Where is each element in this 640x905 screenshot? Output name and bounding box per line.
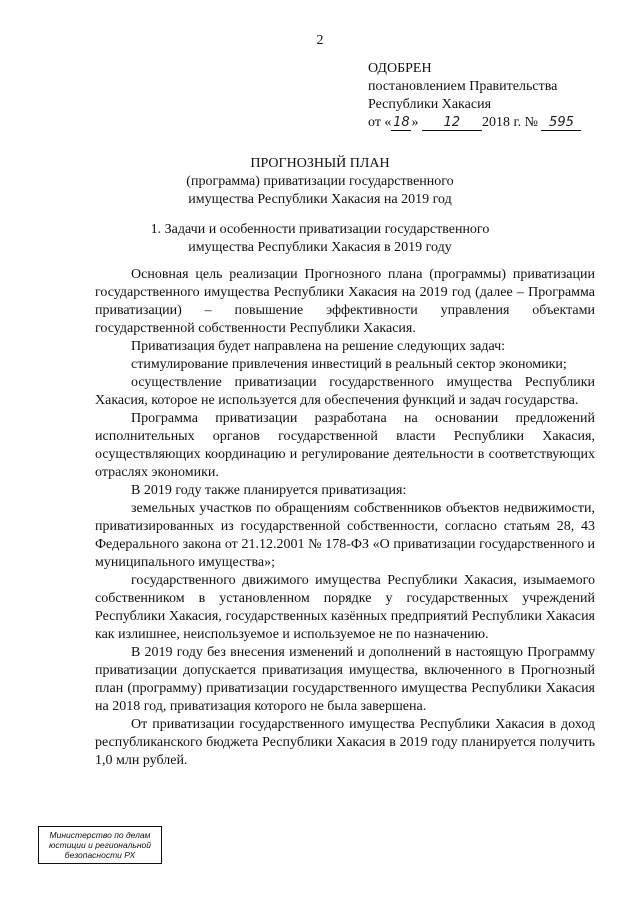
paragraph: От приватизации государственного имущества Республики Хакасия в доход республиканского бюджета Республики Хакасия в 2019 году планируется получить 1,0 млн рублей.: [95, 717, 595, 768]
section-heading: [0, 221, 640, 257]
date-day: 18: [393, 115, 410, 130]
date-month: 12: [422, 115, 482, 131]
body-text: [95, 266, 595, 770]
title-line: (программа) приватизации государственного: [186, 174, 454, 189]
ministry-stamp: [38, 826, 162, 864]
paragraph: В 2019 году без внесения изменений и дополнений в настоящую Программу приватизации допускается приватизация имущества, включенного в Прогнозный план (программу) приватизации государственного имущества Республики Хакасия на 2018 год, приватизация которого не была завершена.: [95, 645, 595, 714]
paragraph: Программа приватизации разработана на основании предложений исполнительных органов государственной власти Республики Хакасия, осуществляющих координацию и регулирование деятельности в соответствующих отраслях экономики.: [95, 411, 595, 480]
date-year: 2018 г. №: [481, 115, 538, 130]
section-heading-line: имущества Республики Хакасия в 2019 году: [188, 240, 452, 255]
paragraph: Основная цель реализации Прогнозного плана (программы) приватизации государственного имущества Республики Хакасия на 2019 год (далее – Программа приватизации) – повышение эффективности управления объектами государственной собственности Республики Хакасия.: [95, 267, 595, 336]
stamp-line: юстиции и региональной: [48, 840, 152, 850]
approval-block: [368, 60, 618, 132]
paragraph: В 2019 году также планируется приватизация:: [131, 483, 407, 498]
paragraph: государственного движимого имущества Республики Хакасия, изымаемого собственником в установленном порядке у государственных учреждений Республики Хакасия, государственных казённых предприятий Республики Хакасия как излишнее, неиспользуемое и используемое не по назначению.: [95, 573, 595, 642]
stamp-line: безопасности РХ: [64, 850, 136, 860]
stamp-line: Министерство по делам: [49, 830, 151, 840]
date-prefix: от «: [368, 115, 392, 130]
date-separator: »: [411, 115, 419, 130]
approval-line: постановлением Правительства: [368, 79, 558, 94]
page-number: 2: [316, 33, 324, 48]
document-title: [0, 155, 640, 209]
approval-line: Республики Хакасия: [368, 97, 492, 112]
title-line: имущества Республики Хакасия на 2019 год: [188, 192, 452, 207]
paragraph: осуществление приватизации государственного имущества Республики Хакасия, которое не используется для обеспечения функций и задач государства.: [95, 375, 595, 408]
approval-date: [368, 114, 618, 132]
approval-title: ОДОБРЕН: [368, 61, 432, 76]
paragraph: земельных участков по обращениям собственников объектов недвижимости, приватизированных из государственной собственности, согласно статьям 28, 43 Федерального закона от 21.12.2001 № 178-ФЗ «О приватизации государственного и муниципального имущества»;: [95, 501, 595, 570]
document-number: 595: [541, 115, 581, 131]
paragraph: Приватизация будет направлена на решение следующих задач:: [131, 339, 506, 354]
paragraph: стимулирование привлечения инвестиций в реальный сектор экономики;: [131, 357, 567, 372]
title-line: ПРОГНОЗНЫЙ ПЛАН: [250, 156, 390, 171]
section-heading-line: 1. Задачи и особенности приватизации государственного: [150, 222, 490, 237]
